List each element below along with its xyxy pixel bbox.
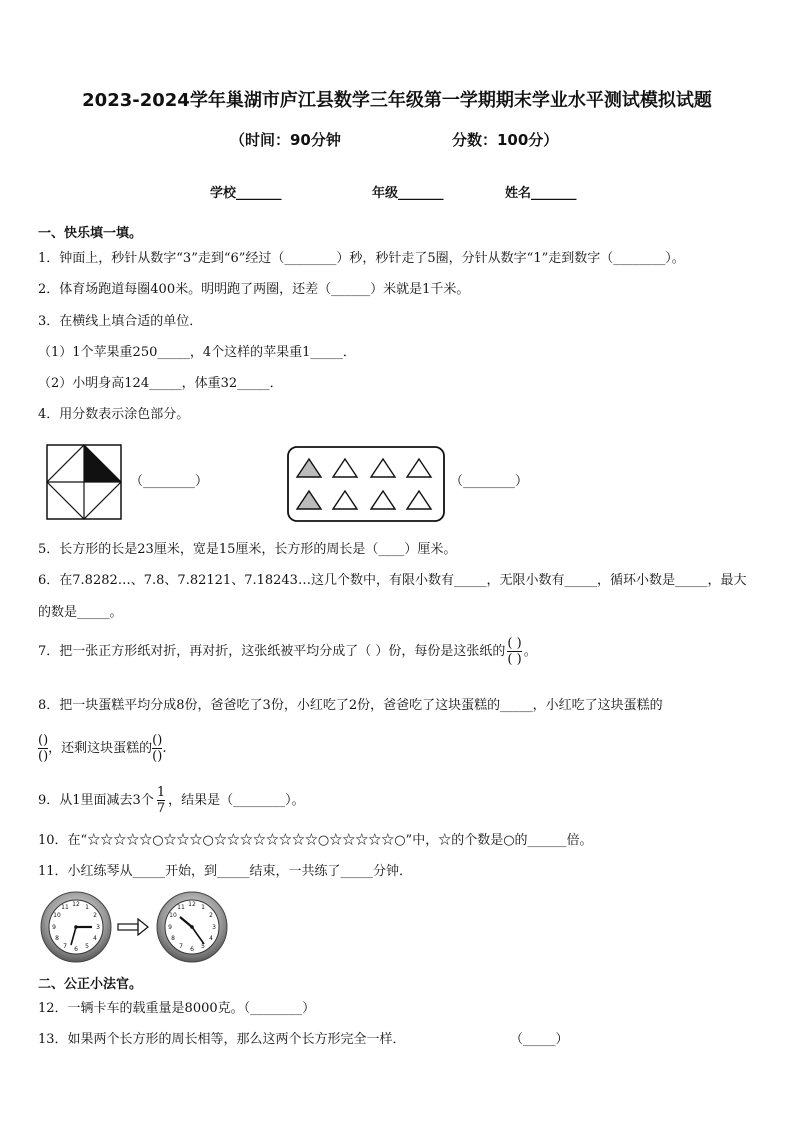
question-8-fraction-1-numerator: () [38,733,49,748]
svg-text:8: 8 [171,935,175,942]
start-clock-icon [41,892,111,962]
svg-text:10: 10 [169,912,177,919]
question-3-part-2: （2）小明身高124_____，体重32_____． [38,376,283,391]
exam-score: 分数：100分） [452,131,559,149]
svg-text:11: 11 [61,904,69,911]
question-7-text: 7．把一张正方形纸对折，再对折，这张纸被平均分成了（ ）份，每份是这张纸的 [38,643,506,659]
svg-text:7: 7 [63,943,67,950]
section-heading-1: 一、快乐填一填。 [38,226,143,241]
svg-text:6: 6 [74,946,78,953]
section-heading-2: 二、公正小法官。 [38,977,143,992]
svg-text:9: 9 [168,924,172,931]
svg-text:3: 3 [212,924,216,931]
question-1: 1．钟面上，秒针从数字“3”走到“6”经过（________）秒，秒针走了5圈，分针从数字“1”走到数字（________）。 [38,251,685,266]
question-7-fraction [507,636,521,667]
question-4-blank-1: （________） [130,474,209,489]
svg-text:2: 2 [209,912,213,919]
question-12: 12．一辆卡车的载重量是8000克。（________） [38,1001,316,1016]
school-field: 学校_______ [210,186,282,201]
question-9-post: ，结果是（________）。 [168,792,305,808]
question-8-fraction-1-denominator: () [38,749,49,764]
question-9-numerator: 1 [156,785,166,800]
question-10: 10．在“☆☆☆☆☆○☆☆☆○☆☆☆☆☆☆☆☆○☆☆☆☆☆○”中，☆的个数是○的______倍。 [38,833,593,848]
question-6-line-1: 6．在7.8282…、7.8、7.82121、7.18243…这几个数中，有限小数有_____，无限小数有_____，循环小数是_____，最大 [38,573,747,588]
svg-text:5: 5 [85,943,89,950]
svg-text:10: 10 [53,912,61,919]
question-13-blank: （_____） [510,1032,569,1047]
svg-text:4: 4 [209,935,213,942]
question-5: 5．长方形的长是23厘米，宽是15厘米，长方形的周长是（____）厘米。 [38,542,457,557]
question-3-part-1: （1）1个苹果重250_____，4个这样的苹果重1_____． [38,345,356,360]
svg-text:4: 4 [93,935,97,942]
svg-text:12: 12 [72,901,80,908]
grade-field: 年级_______ [372,186,444,201]
svg-text:12: 12 [188,901,196,908]
name-field: 姓名_______ [505,186,577,201]
question-8-fraction-2-denominator: () [152,749,163,764]
exam-time: （时间：90分钟 [230,131,341,149]
triangles-box-figure [287,446,447,524]
question-2: 2．体育场跑道每圈400米。明明跑了两圈，还差（______）米就是1千米。 [38,282,470,297]
question-13: 13．如果两个长方形的周长相等，那么这两个长方形完全一样． [38,1032,406,1047]
clocks-figure [40,890,232,964]
question-9 [38,785,305,816]
question-9-pre: 9．从1里面减去3个 [38,792,154,808]
question-8-fraction-2 [152,733,162,764]
question-7 [38,636,537,667]
question-9-denominator: 7 [156,801,166,816]
page-title: 2023-2024学年巢湖市庐江县数学三年级第一学期期末学业水平测试模拟试题 [82,90,712,111]
question-8-fraction-1 [38,733,48,764]
question-8-line-2 [38,733,166,764]
svg-text:3: 3 [96,924,100,931]
question-8-line-1: 8．把一块蛋糕平均分成8份，爸爸吃了3份，小红吃了2份，爸爸吃了这块蛋糕的_____，小红吃了这块蛋糕的 [38,698,663,713]
svg-text:11: 11 [177,904,185,911]
shaded-square-figure [46,444,124,522]
question-11: 11．小红练琴从_____开始，到_____结束，一共练了_____分钟． [38,864,413,879]
question-7-denominator: ( ) [507,652,522,667]
question-8-fraction-2-numerator: () [152,733,163,748]
question-8-mid: ，还剩这块蛋糕的 [48,740,153,756]
question-8-end: . [162,740,167,756]
question-6-line-2: 的数是_____。 [38,605,123,620]
svg-text:9: 9 [52,924,56,931]
question-4-blank-2: （________） [450,474,529,489]
question-7-end: 。 [523,643,537,659]
question-4: 4．用分数表示涂色部分。 [38,407,190,422]
svg-text:1: 1 [201,904,205,911]
svg-text:8: 8 [55,935,59,942]
svg-text:5: 5 [201,943,205,950]
svg-text:7: 7 [179,943,183,950]
question-7-numerator: ( ) [507,636,522,651]
question-3: 3．在横线上填合适的单位． [38,314,203,329]
arrow-right-icon [118,919,148,935]
svg-text:6: 6 [190,946,194,953]
svg-text:1: 1 [85,904,89,911]
question-9-fraction [157,785,165,816]
svg-text:2: 2 [93,912,97,919]
end-clock-icon [157,892,227,962]
